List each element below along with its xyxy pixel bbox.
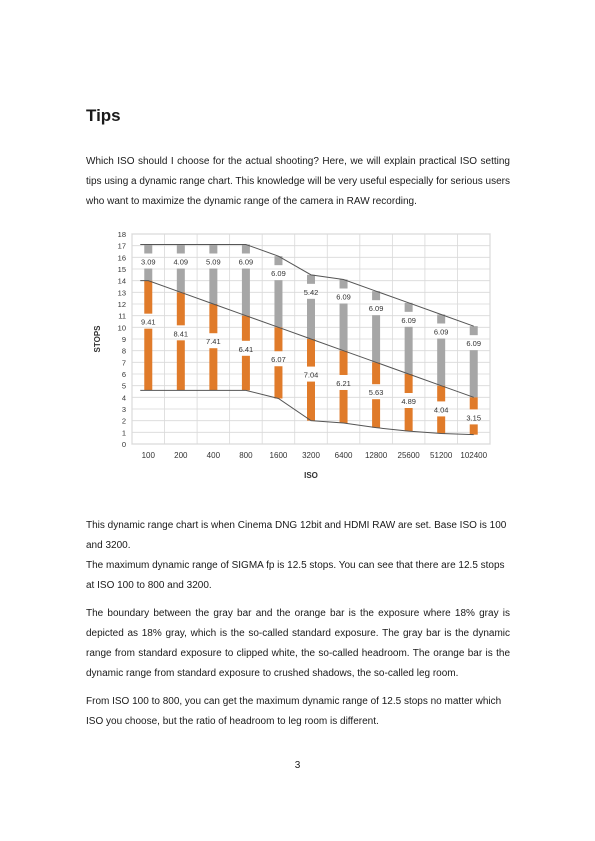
y-tick-label: 11	[118, 311, 126, 321]
x-axis-title: ISO	[304, 471, 318, 480]
headroom-bar	[177, 269, 185, 293]
headroom-bar	[274, 280, 282, 327]
y-tick-label: 13	[117, 288, 126, 298]
legroom-bar	[372, 399, 380, 427]
legroom-bar	[437, 416, 445, 433]
legroom-bar	[405, 408, 413, 431]
legroom-value-label: 6.07	[271, 355, 286, 365]
x-tick-label: 25600	[397, 451, 420, 460]
headroom-value-label: 6.09	[271, 269, 286, 279]
legroom-bar	[177, 340, 185, 390]
x-tick-label: 100	[141, 451, 155, 460]
headroom-value-label: 5.42	[303, 287, 319, 297]
headroom-bar	[470, 326, 478, 335]
x-tick-label: 800	[239, 451, 253, 460]
y-tick-label: 7	[121, 358, 126, 368]
boundary-paragraph: The boundary between the gray bar and the orange bar is the exposure where 18% gray is depicted as 18% gray, which is the so-called standard exposure. The gray bar is the dynamic range from standard exposure to clipped white, the so-called headroom. The orange bar is the dynamic range from standard exposure to crushed shadows, the so-called leg room.	[86, 608, 510, 679]
legroom-bar	[307, 382, 315, 421]
section-heading: Tips	[86, 106, 121, 125]
x-tick-label: 3200	[302, 451, 320, 460]
legroom-bar	[274, 327, 282, 351]
y-tick-label: 3	[121, 405, 126, 414]
legroom-bar	[340, 390, 348, 423]
legroom-bar	[242, 316, 250, 341]
legroom-bar	[470, 397, 478, 409]
page-number: 3	[294, 760, 301, 771]
headroom-bar	[307, 299, 315, 339]
headroom-bar	[307, 275, 315, 284]
headroom-value-label: 6.09	[401, 315, 416, 325]
legroom-bar	[372, 362, 380, 384]
legroom-bar	[144, 281, 152, 314]
y-tick-label: 0	[121, 440, 126, 449]
legroom-bar	[242, 356, 250, 391]
headroom-bar	[372, 315, 380, 362]
x-tick-label: 200	[174, 451, 188, 460]
legroom-bar	[177, 292, 185, 325]
legroom-value-label: 3.15	[466, 413, 482, 423]
iso-range-paragraph: From ISO 100 to 800, you can get the maximum dynamic range of 12.5 stops no matter which ISO you choose, but the ratio of headroom to leg room is different.	[86, 696, 502, 727]
x-tick-label: 51200	[430, 451, 453, 460]
y-tick-label: 15	[117, 265, 126, 274]
legroom-bar	[209, 348, 217, 390]
legroom-bar	[274, 366, 282, 398]
legroom-bar	[405, 374, 413, 393]
headroom-bar	[177, 245, 185, 254]
headroom-value-label: 6.09	[368, 304, 384, 314]
legroom-value-label: 8.41	[173, 329, 189, 339]
legroom-value-label: 5.63	[368, 388, 384, 398]
legroom-value-label: 7.04	[303, 370, 319, 380]
headroom-value-label: 6.09	[433, 327, 449, 337]
headroom-bar	[242, 269, 250, 316]
x-tick-label: 102400	[460, 451, 488, 460]
y-tick-label: 5	[121, 381, 126, 391]
headroom-bar	[470, 350, 478, 397]
y-tick-label: 16	[117, 253, 126, 263]
y-tick-label: 17	[117, 241, 126, 251]
legroom-value-label: 7.41	[206, 337, 221, 347]
headroom-value-label: 6.09	[336, 292, 351, 302]
y-tick-label: 9	[121, 335, 126, 344]
legroom-value-label: 6.41	[238, 344, 254, 354]
y-axis-title: STOPS	[93, 325, 102, 353]
x-tick-label: 1600	[269, 451, 288, 460]
y-tick-label: 10	[117, 323, 126, 333]
y-tick-label: 8	[121, 346, 126, 356]
x-tick-label: 12800	[364, 451, 388, 460]
headroom-bar	[340, 304, 348, 351]
y-tick-label: 14	[117, 276, 126, 286]
headroom-value-label: 6.09	[466, 339, 482, 349]
y-tick-label: 12	[117, 300, 126, 309]
headroom-value-label: 3.09	[140, 257, 156, 267]
headroom-bar	[209, 245, 217, 254]
legroom-bar	[209, 304, 217, 333]
y-tick-label: 4	[121, 393, 126, 403]
chart-note-paragraph-1: This dynamic range chart is when Cinema DNG 12bit and HDMI RAW are set. Base ISO is 100 and 3200.	[86, 520, 507, 551]
headroom-bar	[144, 245, 152, 254]
legroom-bar	[437, 386, 445, 402]
dynamic-range-chart	[84, 226, 494, 482]
headroom-bar	[209, 269, 217, 305]
legroom-value-label: 4.04	[433, 405, 449, 415]
legroom-value-label: 9.41	[140, 317, 156, 327]
legroom-bar	[307, 339, 315, 367]
intro-paragraph: Which ISO should I choose for the actual shooting? Here, we will explain practical ISO setting tips using a dynamic range chart. This knowledge will be very useful especially for serious users who want to maximize the dynamic range of the camera in RAW recording.	[86, 156, 510, 207]
y-tick-label: 6	[121, 370, 126, 379]
headroom-bar	[144, 269, 152, 281]
headroom-value-label: 5.09	[206, 257, 221, 267]
headroom-value-label: 6.09	[238, 257, 254, 267]
headroom-bar	[437, 339, 445, 386]
legroom-bar	[144, 329, 152, 391]
legroom-bar	[340, 351, 348, 375]
x-tick-label: 400	[206, 451, 221, 460]
legroom-value-label: 6.21	[336, 378, 351, 388]
y-tick-label: 2	[121, 416, 126, 426]
x-tick-label: 6400	[334, 451, 353, 460]
y-tick-label: 1	[121, 428, 126, 438]
legroom-value-label: 4.89	[401, 397, 416, 407]
chart-note-paragraph-2: The maximum dynamic range of SIGMA fp is 12.5 stops. You can see that there are 12.5 stops at ISO 100 to 800 and 3200.	[86, 560, 505, 591]
legroom-bar	[470, 424, 478, 434]
headroom-value-label: 4.09	[173, 257, 189, 267]
y-tick-label: 18	[117, 230, 126, 239]
headroom-bar	[405, 327, 413, 374]
